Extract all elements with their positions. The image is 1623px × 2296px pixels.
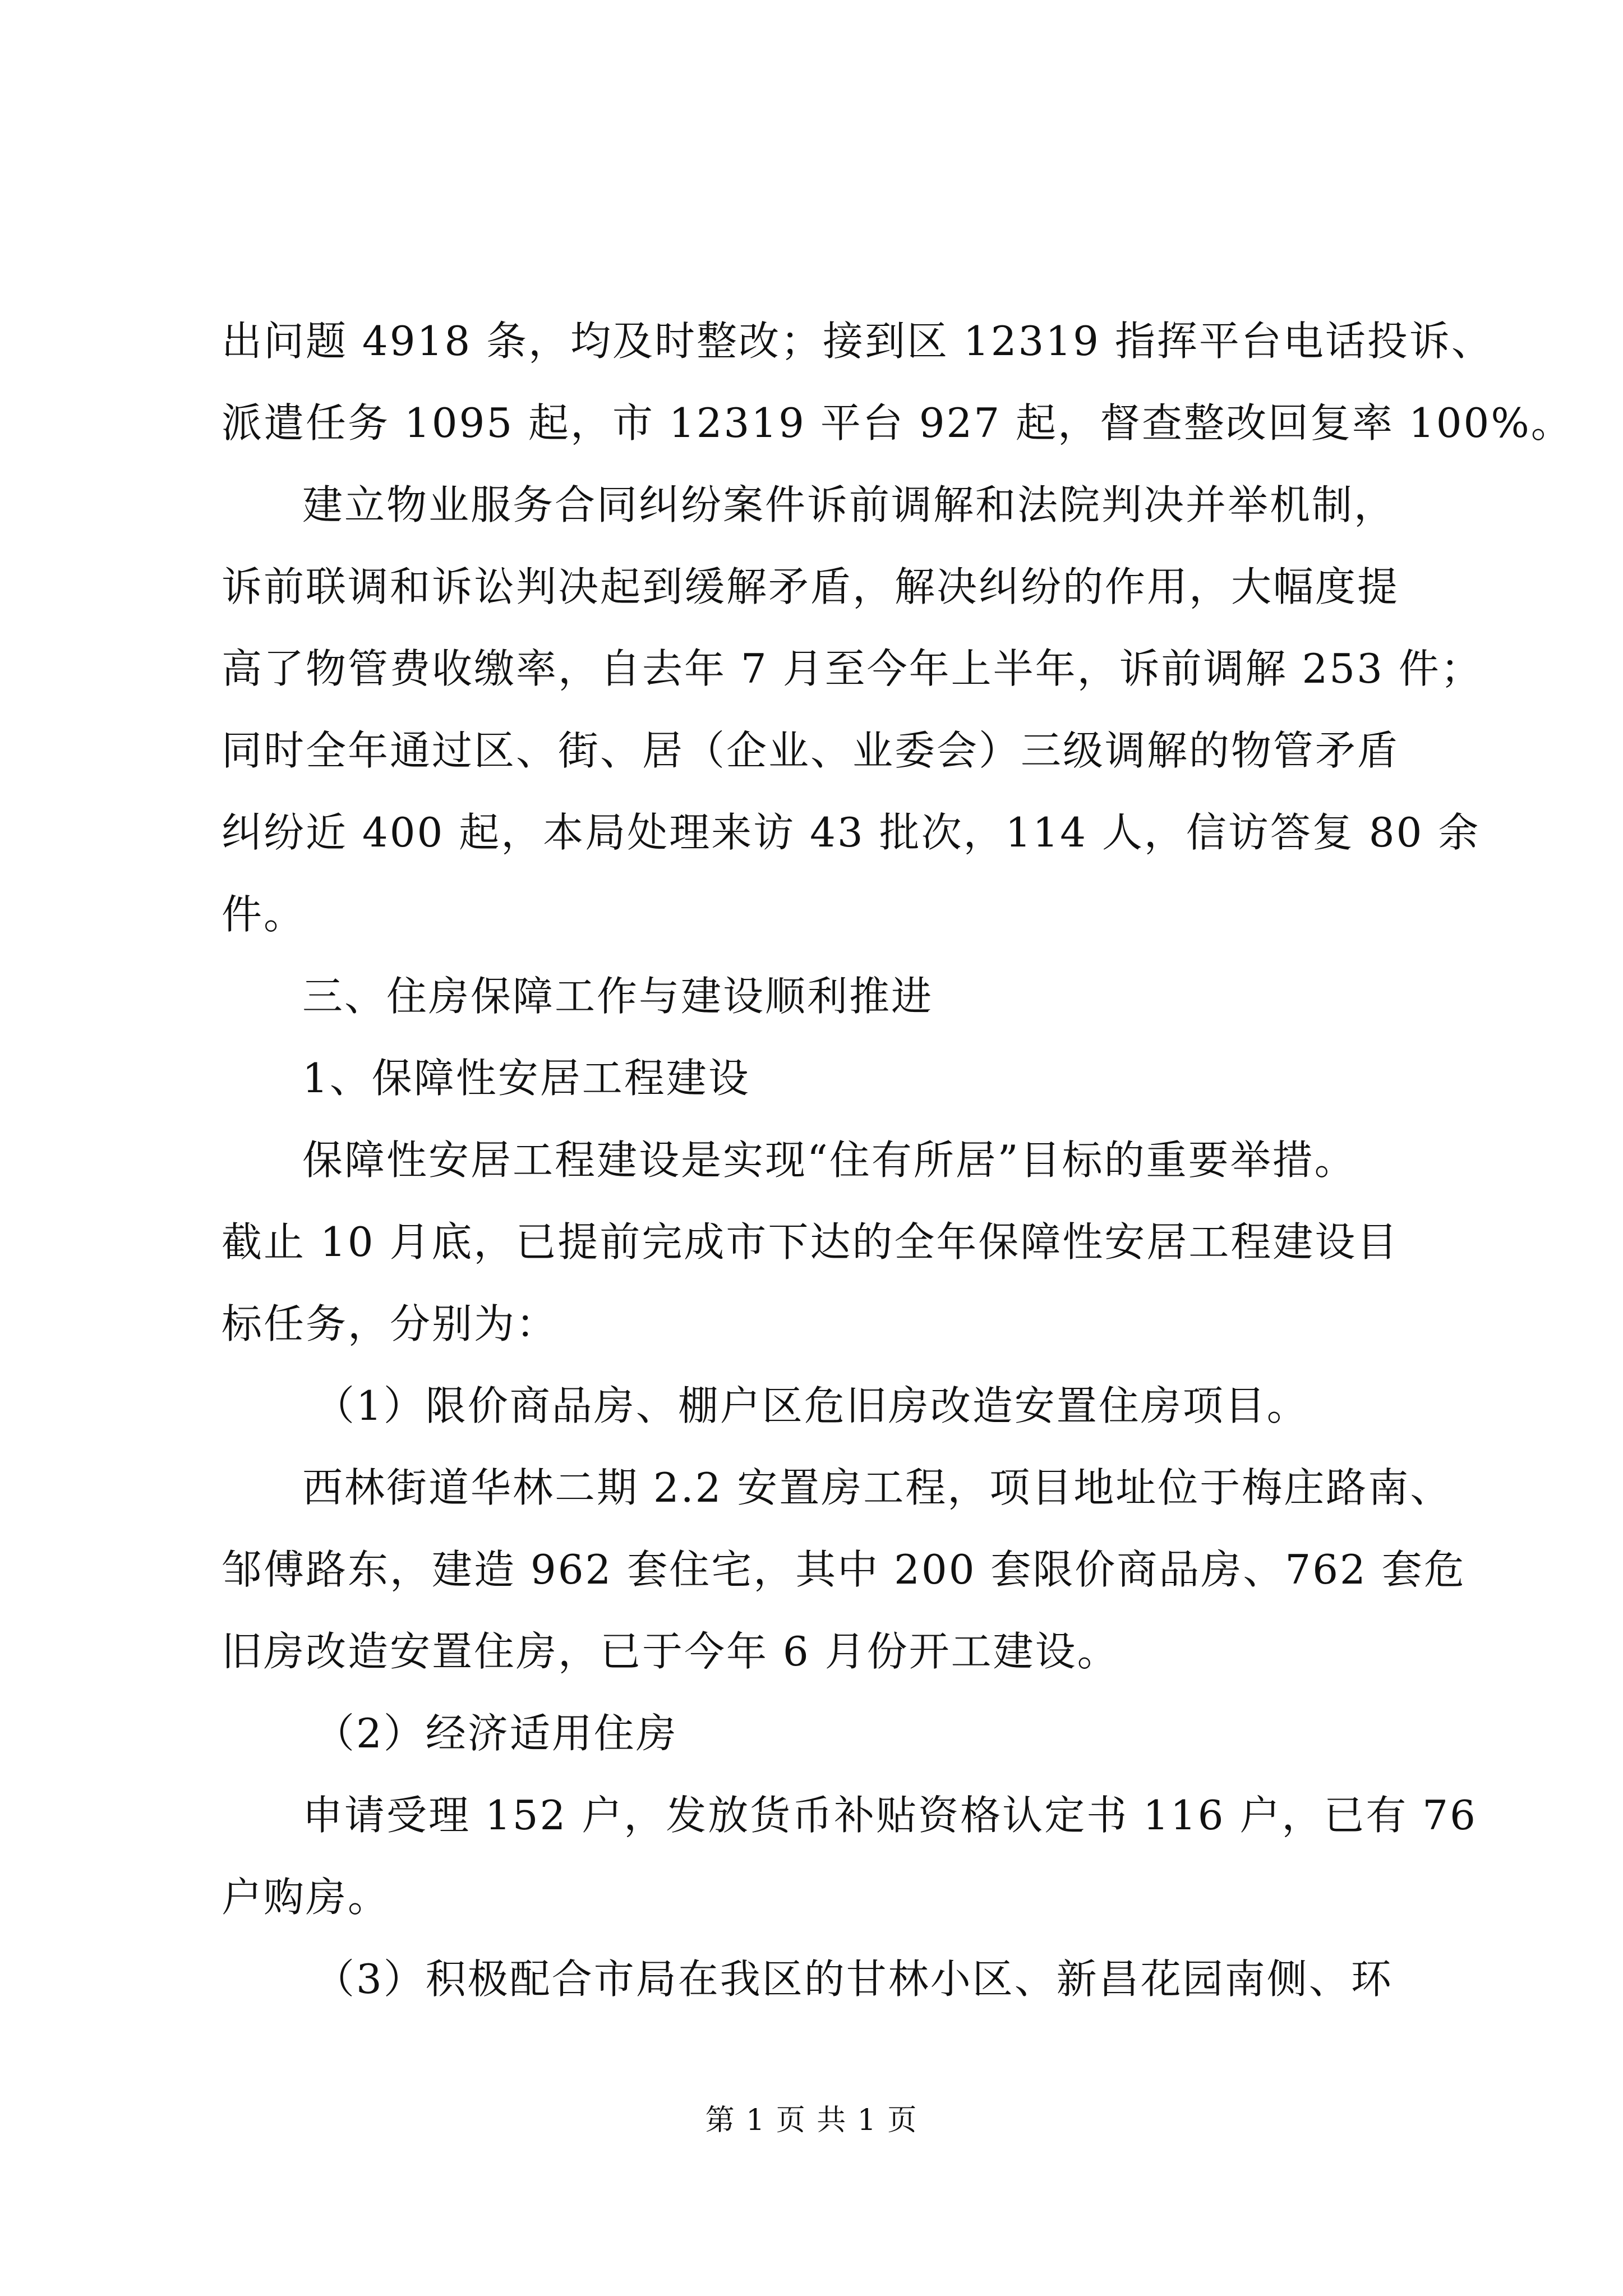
section-heading: 三、住房保障工作与建设顺利推进 bbox=[302, 973, 934, 1020]
text-line: 标任务，分别为： bbox=[222, 1300, 559, 1347]
text-line: 诉前联调和诉讼判决起到缓解矛盾，解决纠纷的作用，大幅度提 bbox=[222, 563, 1400, 610]
page-footer: 第 1 页 共 1 页 bbox=[705, 2104, 918, 2137]
text-line: 户购房。 bbox=[222, 1874, 390, 1921]
text-line: 高了物管费收缴率，自去年 7 月至今年上半年，诉前调解 253 件； bbox=[222, 645, 1483, 692]
list-item-heading: （2）经济适用住房 bbox=[314, 1710, 678, 1757]
text-line: 邹傅路东，建造 962 套住宅，其中 200 套限价商品房、762 套危 bbox=[222, 1546, 1466, 1593]
text-line: 旧房改造安置住房，已于今年 6 月份开工建设。 bbox=[222, 1628, 1119, 1675]
paragraph-start: 西林街道华林二期 2.2 安置房工程，项目地址位于梅庄路南、 bbox=[302, 1464, 1453, 1511]
text-line: 出问题 4918 条，均及时整改；接到区 12319 指挥平台电话投诉、 bbox=[222, 318, 1493, 365]
text-line: 件。 bbox=[222, 891, 306, 938]
paragraph-start: 保障性安居工程建设是实现“住有所居”目标的重要举措。 bbox=[302, 1137, 1357, 1184]
text-line: 同时全年通过区、街、居（企业、业委会）三级调解的物管矛盾 bbox=[222, 727, 1400, 774]
text-line: 派遣任务 1095 起，市 12319 平台 927 起，督查整改回复率 100%。 bbox=[222, 399, 1573, 447]
subsection-heading: 1、保障性安居工程建设 bbox=[302, 1055, 750, 1102]
list-item-heading: （3）积极配合市局在我区的甘林小区、新昌花园南侧、环 bbox=[314, 1955, 1393, 2003]
text-line: 纠纷近 400 起，本局处理来访 43 批次，114 人，信访答复 80 余 bbox=[222, 809, 1481, 856]
list-item-heading: （1）限价商品房、棚户区危旧房改造安置住房项目。 bbox=[314, 1382, 1309, 1429]
text-line: 截止 10 月底，已提前完成市下达的全年保障性安居工程建设目 bbox=[222, 1218, 1399, 1266]
paragraph-start: 申请受理 152 户，发放货币补贴资格认定书 116 户，已有 76 bbox=[302, 1792, 1477, 1839]
document-body bbox=[222, 300, 1573, 2020]
paragraph-start: 建立物业服务合同纠纷案件诉前调解和法院判决并举机制， bbox=[302, 481, 1396, 528]
